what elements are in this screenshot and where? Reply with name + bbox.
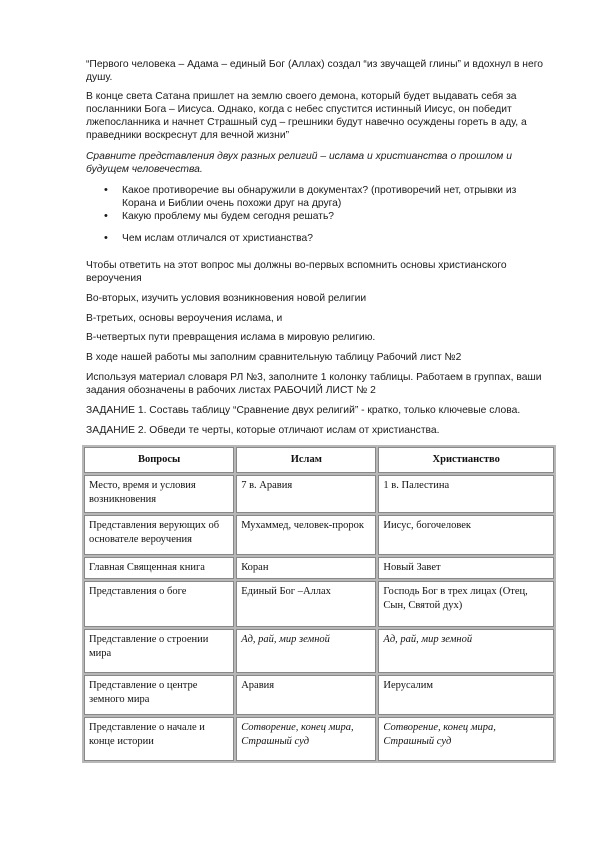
header-christianity: Христианство	[378, 447, 554, 473]
question-paragraph: Сравните представления двух разных религий – ислама и христианства о прошлом и будущем человечества.	[86, 151, 512, 175]
row-question: Представление о начале и конце истории	[84, 717, 234, 761]
row-islam: 7 в. Аравия	[236, 475, 376, 513]
row-christianity: Господь Бог в трех лицах (Отец, Сын, Святой дух)	[378, 581, 554, 627]
header-islam: Ислам	[236, 447, 376, 473]
table-row	[84, 717, 554, 761]
table-row	[84, 581, 554, 627]
row-christianity: Новый Завет	[378, 557, 554, 579]
row-islam: Единый Бог –Аллах	[236, 581, 376, 627]
row-christianity: 1 в. Палестина	[378, 475, 554, 513]
quote-paragraph-1: “Первого человека – Адама – единый Бог (Аллах) создал “из звучащей глины” и вдохнул в него душу.	[86, 59, 543, 83]
row-question: Представление о строении мира	[84, 629, 234, 673]
comparison-table	[82, 445, 556, 763]
row-question: Представление о центре земного мира	[84, 675, 234, 715]
row-islam: Аравия	[236, 675, 376, 715]
paragraph-worksheet: В ходе нашей работы мы заполним сравнительную таблицу Рабочий лист №2	[86, 352, 462, 363]
row-christianity: Сотворение, конец мира, Страшный суд	[378, 717, 554, 761]
table-row	[84, 675, 554, 715]
paragraph-firstly: Чтобы ответить на этот вопрос мы должны во-первых вспомнить основы христианского вероучения	[86, 260, 507, 284]
row-christianity: Ад, рай, мир земной	[378, 629, 554, 673]
quote-paragraph-2: В конце света Сатана пришлет на землю своего демона, который будет выдавать себя за посланники Бога – Иисуса. Однако, когда с небес спустится истинный Иисус, он победит лжепосланника и начнет Страшный суд – грешники будут навечно осуждены гореть в аду, а праведники воскреснут для вечной жизни”	[86, 91, 527, 141]
bullet-text: Какую проблему мы будем сегодня решать?	[122, 211, 335, 222]
bullet-icon: •	[104, 210, 108, 222]
row-islam: Сотворение, конец мира, Страшный суд	[236, 717, 376, 761]
row-question: Место, время и условия возникновения	[84, 475, 234, 513]
table-header-row	[84, 447, 554, 473]
row-question: Представления о боге	[84, 581, 234, 627]
row-islam: Коран	[236, 557, 376, 579]
bullet-item	[0, 232, 595, 247]
row-question: Представления верующих об основателе вероучения	[84, 515, 234, 555]
row-islam: Ад, рай, мир земной	[236, 629, 376, 673]
table-row	[84, 557, 554, 579]
table-row	[84, 629, 554, 673]
bullet-icon: •	[104, 232, 108, 244]
table-row	[84, 515, 554, 555]
task-1: ЗАДАНИЕ 1. Составь таблицу “Сравнение двух религий” - кратко, только ключевые слова.	[86, 405, 521, 416]
paragraph-secondly: Во-вторых, изучить условия возникновения новой религии	[86, 293, 367, 304]
row-question: Главная Священная книга	[84, 557, 234, 579]
paragraph-thirdly: В-третьих, основы вероучения ислама, и	[86, 313, 283, 324]
table-row	[84, 475, 554, 513]
paragraph-instructions: Используя материал словаря РЛ №3, заполните 1 колонку таблицы. Работаем в группах, ваши задания обозначены в рабочих листах РАБОЧИЙ ЛИСТ № 2	[86, 372, 542, 396]
row-islam: Мухаммед, человек-пророк	[236, 515, 376, 555]
bullet-text: Какое противоречие вы обнаружили в документах? (противоречий нет, отрывки из Корана и Библии очень похожи друг на друга)	[122, 185, 517, 209]
header-questions: Вопросы	[84, 447, 234, 473]
bullet-text: Чем ислам отличался от христианства?	[122, 233, 313, 244]
task-2: ЗАДАНИЕ 2. Обведи те черты, которые отличают ислам от христианства.	[86, 425, 440, 436]
paragraph-fourthly: В-четвертых пути превращения ислама в мировую религию.	[86, 332, 376, 343]
bullet-icon: •	[104, 184, 108, 196]
row-christianity: Иисус, богочеловек	[378, 515, 554, 555]
bullet-item	[0, 210, 595, 225]
row-christianity: Иерусалим	[378, 675, 554, 715]
